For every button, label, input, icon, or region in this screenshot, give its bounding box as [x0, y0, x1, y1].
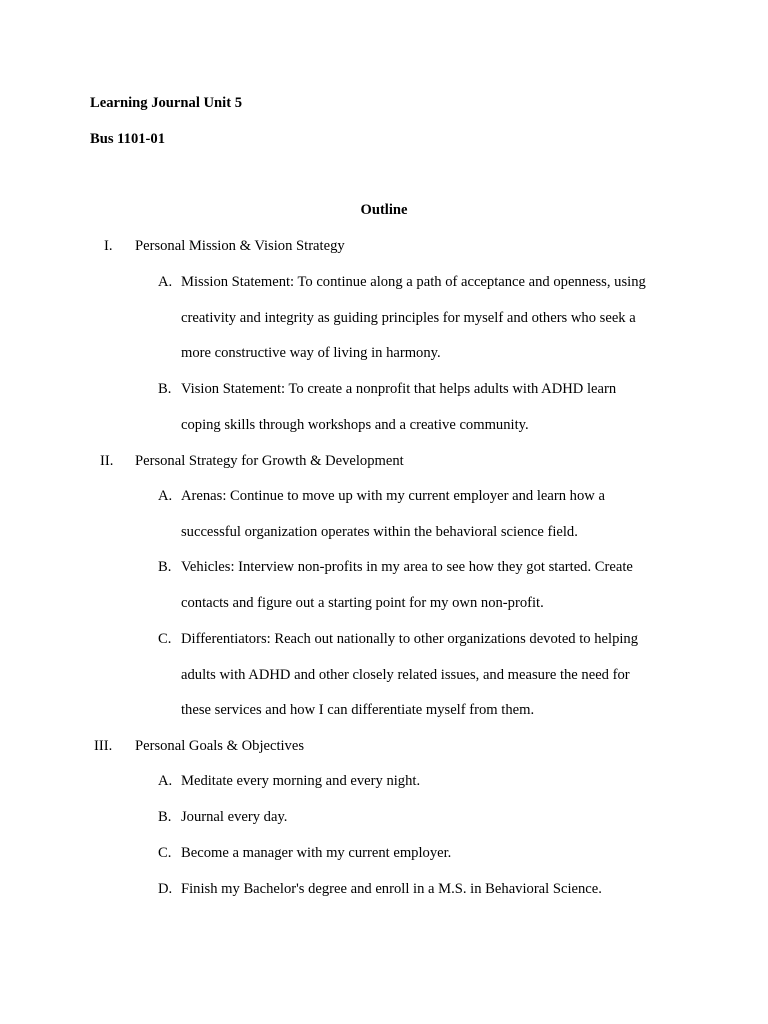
item-text-line: Meditate every morning and every night.	[181, 773, 421, 789]
item-text-line: Finish my Bachelor's degree and enroll in a M.S. in Behavioral Science.	[181, 881, 602, 897]
item-letter: B.	[158, 381, 172, 397]
item-text-line: Become a manager with my current employer.	[181, 845, 452, 861]
section-title: Personal Strategy for Growth & Development	[135, 453, 404, 469]
item-text-line: successful organization operates within the behavioral science field.	[181, 524, 578, 540]
item-letter: A.	[158, 488, 173, 504]
outline-heading: Outline	[360, 202, 408, 218]
item-text-line: Vehicles: Interview non-profits in my area to see how they got started. Create	[181, 559, 633, 575]
item-letter: D.	[158, 881, 173, 897]
item-text-line: Arenas: Continue to move up with my current employer and learn how a	[181, 488, 605, 504]
section-numeral: I.	[104, 238, 113, 254]
item-text-line: contacts and figure out a starting point for my own non-profit.	[181, 595, 544, 611]
item-text-line: Vision Statement: To create a nonprofit that helps adults with ADHD learn	[181, 381, 617, 397]
item-letter: C.	[158, 845, 172, 861]
item-text-line: these services and how I can differentiate myself from them.	[181, 702, 535, 718]
item-text-line: coping skills through workshops and a creative community.	[181, 417, 529, 433]
section-numeral: III.	[94, 738, 113, 754]
item-text-line: Journal every day.	[181, 809, 288, 825]
item-letter: C.	[158, 631, 172, 647]
item-text-line: more constructive way of living in harmony.	[181, 345, 441, 361]
item-letter: B.	[158, 809, 172, 825]
document-title: Learning Journal Unit 5	[90, 95, 243, 111]
item-letter: A.	[158, 773, 173, 789]
item-text-line: adults with ADHD and other closely related issues, and measure the need for	[181, 667, 630, 683]
course-code: Bus 1101-01	[90, 131, 166, 147]
item-text-line: Mission Statement: To continue along a path of acceptance and openness, using	[181, 274, 646, 290]
section-title: Personal Mission & Vision Strategy	[135, 238, 345, 254]
item-text-line: Differentiators: Reach out nationally to other organizations devoted to helping	[181, 631, 639, 647]
section-title: Personal Goals & Objectives	[135, 738, 305, 754]
item-letter: A.	[158, 274, 173, 290]
section-numeral: II.	[100, 453, 114, 469]
item-text-line: creativity and integrity as guiding principles for myself and others who seek a	[181, 310, 636, 326]
item-letter: B.	[158, 559, 172, 575]
